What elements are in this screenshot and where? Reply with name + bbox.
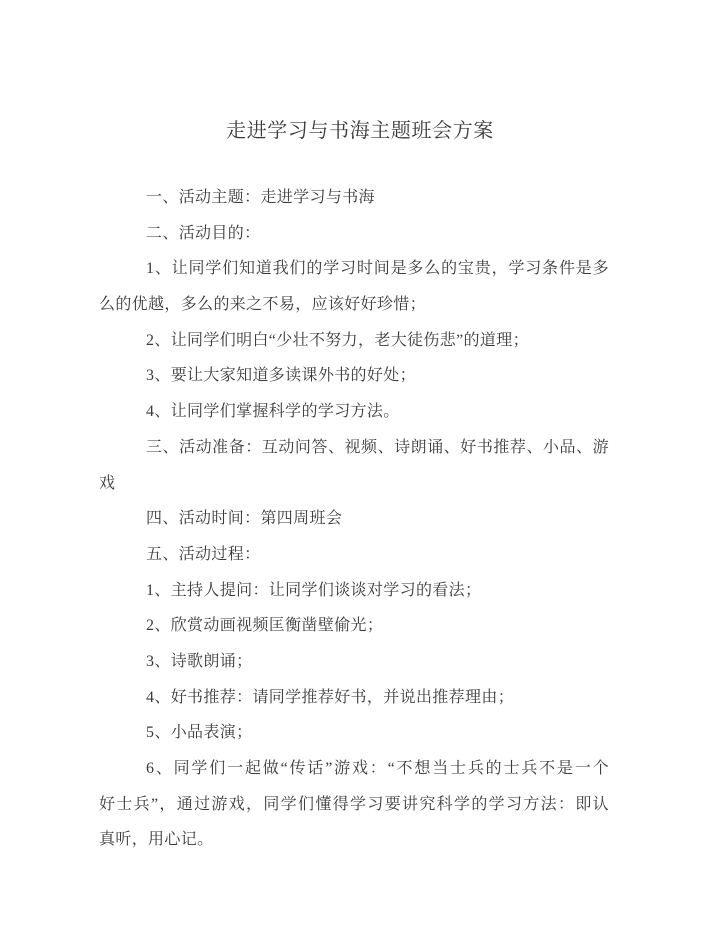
- text-line: 戏: [99, 474, 116, 492]
- text-line: 6、同学们一起做“传话”游戏：“不想当士兵的士兵不是一个: [146, 760, 609, 777]
- text-line: 三、活动准备：互动问答、视频、诗朗诵、好书推荐、小品、游: [146, 438, 609, 456]
- text-line: 么的优越，多么的来之不易，应该好好珍惜；: [99, 296, 427, 314]
- text-line: 4、好书推荐：请同学推荐好书，并说出推荐理由；: [146, 688, 515, 706]
- text-line: 4、让同学们掌握科学的学习方法。: [146, 403, 400, 421]
- text-line: 3、诗歌朗诵；: [146, 652, 253, 670]
- text-line: 五、活动过程：: [146, 545, 261, 563]
- text-line: 5、小品表演；: [146, 724, 253, 742]
- text-line: 2、欣赏动画视频匡衡凿壁偷光；: [146, 617, 384, 635]
- text-line: 2、让同学们明白“少壮不努力，老大徒伤悲”的道理；: [146, 331, 529, 349]
- document-body: [99, 180, 609, 858]
- text-line: 一、活动主题：走进学习与书海: [146, 189, 375, 206]
- text-line: 1、让同学们知道我们的学习时间是多么的宝贵，学习条件是多: [146, 260, 609, 278]
- text-line: 3、要让大家知道多读课外书的好处；: [146, 367, 416, 385]
- text-line: 好士兵”，通过游戏，同学们懂得学习要讲究科学的学习方法：即认: [99, 795, 609, 813]
- document-title: 走进学习与书海主题班会方案: [226, 120, 494, 142]
- text-line: 真听，用心记。: [99, 831, 214, 849]
- text-line: 四、活动时间：第四周班会: [146, 510, 343, 528]
- text-line: 二、活动目的：: [146, 224, 261, 242]
- text-line: 1、主持人提问：让同学们谈谈对学习的看法；: [146, 581, 482, 599]
